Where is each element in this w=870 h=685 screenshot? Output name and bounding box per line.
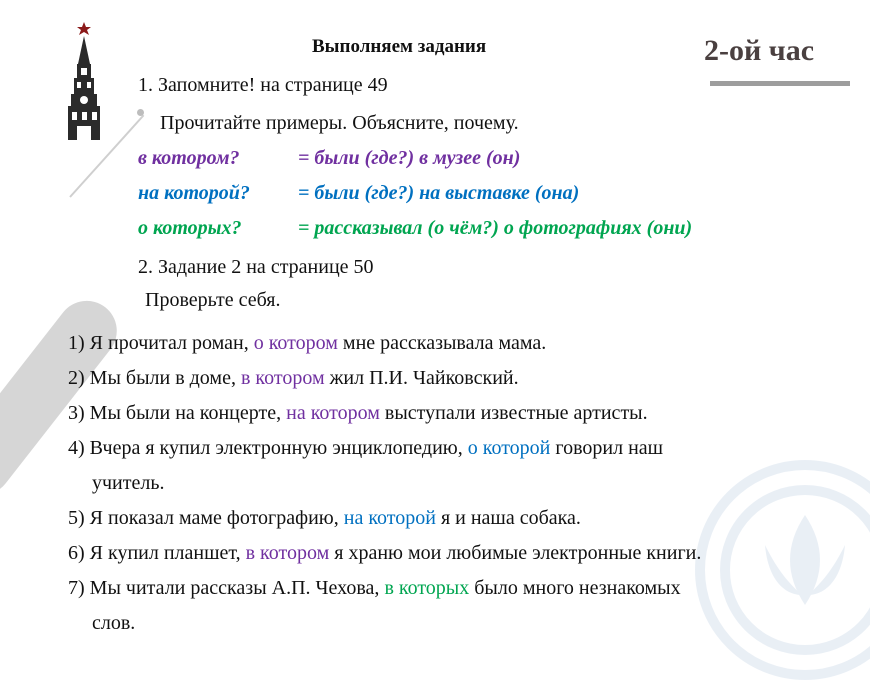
page-title: Выполняем задания (312, 36, 487, 57)
sentence-item (68, 536, 858, 571)
sentence-text: Мы читали рассказы А.П. Чехова, (89, 577, 380, 599)
sentence-text: Вчера я купил электронную энциклопедию, (89, 437, 463, 459)
sentence-number: 7) (68, 577, 85, 599)
relative-pronoun: на которой (343, 507, 436, 529)
sentence-number: 1) (68, 332, 85, 354)
sentence-number: 2) (68, 367, 85, 389)
sentence-item (68, 501, 858, 536)
sentence-text: я и наша собака. (440, 507, 581, 529)
check-yourself-text: Проверьте себя. (145, 289, 281, 311)
sentence-continuation: учитель. (92, 472, 165, 494)
relative-pronoun: о котором (253, 332, 338, 354)
sentence-number: 4) (68, 437, 85, 459)
sentence-list (68, 326, 858, 641)
sentence-text: Мы были в доме, (89, 367, 236, 389)
relative-pronoun: о которой (467, 437, 551, 459)
sentence-item (68, 431, 858, 501)
sentence-number: 6) (68, 542, 85, 564)
sentence-text: выступали известные артисты. (384, 402, 648, 424)
sentence-text: мне рассказывала мама. (342, 332, 547, 354)
hour-underline (710, 81, 850, 86)
sentence-text: Я прочитал роман, (89, 332, 249, 354)
sentence-text: Мы были на концерте, (89, 402, 282, 424)
kremlin-tower-icon (62, 22, 106, 140)
sentence-number: 3) (68, 402, 85, 424)
sentence-item (68, 326, 858, 361)
sentence-text: Я купил планшет, (89, 542, 241, 564)
sentence-item (68, 396, 858, 431)
sentence-item (68, 571, 858, 641)
sentence-continuation: слов. (92, 612, 136, 634)
decorative-dot (137, 109, 144, 116)
example-2-answer: = были (где?) на выставке (она) (298, 182, 580, 204)
sentence-text: говорил наш (555, 437, 664, 459)
example-1-question: в котором? (138, 147, 240, 169)
sentence-item (68, 361, 858, 396)
relative-pronoun: на котором (286, 402, 380, 424)
example-3-answer: = рассказывал (о чём?) о фотографиях (они) (298, 217, 693, 239)
example-1-answer: = были (где?) в музее (он) (298, 147, 521, 169)
sentence-text: Я показал маме фотографию, (89, 507, 339, 529)
sentence-number: 5) (68, 507, 85, 529)
relative-pronoun: в котором (240, 367, 325, 389)
example-3-question: о которых? (138, 217, 242, 239)
relative-pronoun: в которых (384, 577, 470, 599)
sentence-text: было много незнакомых (474, 577, 681, 599)
sentence-text: я храню мои любимые электронные книги. (334, 542, 702, 564)
instruction-text: Прочитайте примеры. Объясните, почему. (160, 112, 519, 134)
task-1-text: 1. Запомните! на странице 49 (138, 74, 388, 96)
relative-pronoun: в котором (245, 542, 330, 564)
example-2-question: на которой? (138, 182, 250, 204)
hour-label: 2-ой час (704, 34, 815, 67)
sentence-text: жил П.И. Чайковский. (329, 367, 519, 389)
task-2-text: 2. Задание 2 на странице 50 (138, 256, 374, 278)
